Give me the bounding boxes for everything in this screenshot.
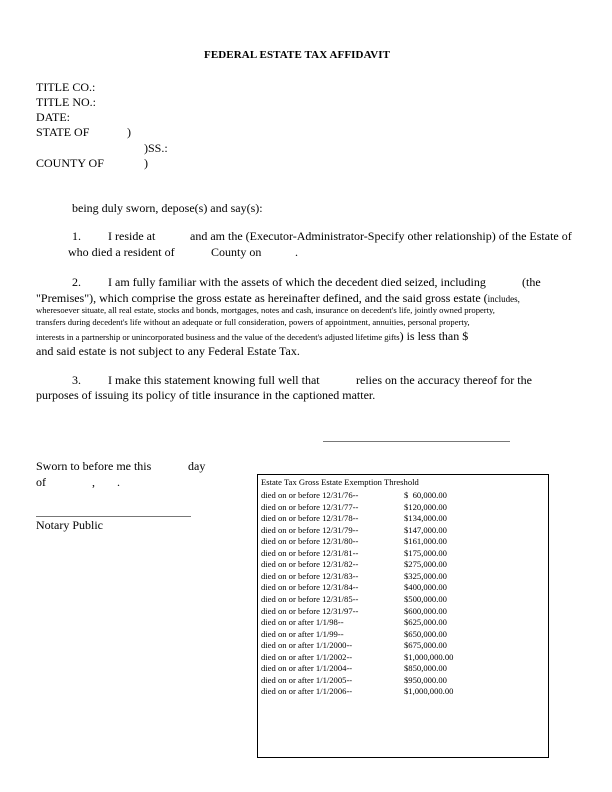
row-threshold-amount: $950,000.00	[404, 674, 447, 685]
table-row	[258, 582, 548, 594]
table-row	[258, 536, 548, 548]
table-row	[258, 559, 548, 571]
row-threshold-amount: $120,000.00	[404, 501, 447, 512]
row-threshold-amount: $850,000.00	[404, 663, 447, 674]
row-date-condition: died on or before 12/31/77--	[261, 501, 359, 512]
sworn-text-d: ,	[92, 475, 95, 489]
table-row	[258, 502, 548, 514]
table-row	[258, 513, 548, 525]
row-date-condition: died on or before 12/31/80--	[261, 536, 359, 547]
para1-text-c: who died a resident of	[68, 245, 175, 259]
row-date-condition: died on or before 12/31/81--	[261, 547, 359, 558]
table-row	[258, 606, 548, 618]
row-threshold-amount: $500,000.00	[404, 593, 447, 604]
table-row	[258, 571, 548, 583]
row-threshold-amount: $1,000,000.00	[404, 686, 454, 697]
para2-text-a: I am fully familiar with the assets of which the decedent died seized, including	[108, 275, 486, 289]
row-date-condition: died on or before 12/31/85--	[261, 593, 359, 604]
title-co-label: TITLE CO.:	[36, 80, 96, 94]
row-threshold-amount: $134,000.00	[404, 513, 447, 524]
row-threshold-amount: $625,000.00	[404, 617, 447, 628]
row-threshold-amount: $275,000.00	[404, 559, 447, 570]
intro-text: being duly sworn, depose(s) and say(s):	[72, 201, 263, 215]
para3-number: 3.	[72, 373, 81, 387]
para2-number: 2.	[72, 275, 81, 289]
para3-text-c: purposes of issuing its policy of title insurance in the captioned matter.	[36, 388, 376, 402]
row-date-condition: died on or after 1/1/98--	[261, 617, 344, 628]
table-row	[258, 663, 548, 675]
table-header: Estate Tax Gross Estate Exemption Threshold	[261, 477, 419, 487]
sworn-text-b: day	[188, 459, 206, 473]
table-row	[258, 548, 548, 560]
row-date-condition: died on or after 1/1/99--	[261, 628, 344, 639]
table-row	[258, 490, 548, 502]
row-date-condition: died on or before 12/31/79--	[261, 524, 359, 535]
table-row	[258, 629, 548, 641]
table-row	[258, 675, 548, 687]
row-threshold-amount: $ 60,000.00	[404, 490, 447, 500]
para2-text-b: (the	[522, 275, 541, 289]
row-date-condition: died on or before 12/31/78--	[261, 513, 359, 524]
row-date-condition: died on or before 12/31/82--	[261, 559, 359, 570]
title-no-label: TITLE NO.:	[36, 95, 96, 109]
table-row	[258, 594, 548, 606]
para3-text-a: I make this statement knowing full well that	[108, 373, 320, 387]
sworn-text-c: of	[36, 475, 46, 489]
para2-text-e: transfers during decedent's life without an adequate or full consideration, powers of appointment, annuities, personal property,	[36, 317, 470, 327]
row-threshold-amount: $650,000.00	[404, 628, 447, 639]
row-date-condition: died on or after 1/1/2004--	[261, 663, 353, 674]
sworn-text-e: .	[117, 475, 120, 489]
table-row	[258, 617, 548, 629]
row-threshold-amount: $147,000.00	[404, 524, 447, 535]
row-threshold-amount: $161,000.00	[404, 536, 447, 547]
county-paren: )	[144, 156, 148, 170]
notary-public-label: Notary Public	[36, 518, 103, 532]
para1-text-d: County on	[211, 245, 262, 259]
state-of-label: STATE OF	[36, 125, 90, 139]
row-threshold-amount: $1,000,000.00	[404, 651, 454, 662]
ss-label: )SS.:	[144, 141, 168, 155]
para1-text-e: .	[295, 245, 298, 259]
document-title: FEDERAL ESTATE TAX AFFIDAVIT	[204, 49, 391, 61]
para3-text-b: relies on the accuracy thereof for the	[356, 373, 532, 387]
affiant-signature-line	[323, 441, 510, 442]
row-threshold-amount: $325,000.00	[404, 570, 447, 581]
table-row	[258, 686, 548, 698]
table-row	[258, 640, 548, 652]
row-threshold-amount: $175,000.00	[404, 547, 447, 558]
row-date-condition: died on or before 12/31/83--	[261, 570, 359, 581]
para1-text-a: I reside at	[108, 229, 156, 243]
para1-text-b: and am the (Executor-Administrator-Specify other relationship) of the Estate of	[190, 229, 572, 243]
notary-signature-line	[36, 516, 191, 517]
row-threshold-amount: $675,000.00	[404, 640, 447, 651]
para2-text-g: ) is less than $	[399, 329, 469, 343]
para2-text-d: wheresoever situate, all real estate, stocks and bonds, mortgages, notes and cash, insurance on decedent's life, jointly owned property,	[36, 305, 495, 315]
row-date-condition: died on or before 12/31/97--	[261, 605, 359, 616]
table-row	[258, 652, 548, 664]
para2-text-f: interests in a partnership or unincorporated business and the value of the decedent's adjusted lifetime gifts	[36, 332, 400, 342]
para2-text-c-small: includes,	[487, 294, 520, 304]
row-date-condition: died on or after 1/1/2000--	[261, 640, 353, 651]
row-date-condition: died on or before 12/31/84--	[261, 582, 359, 593]
para2-text-c: "Premises"), which comprise the gross estate as hereinafter defined, and the said gross estate (	[36, 291, 488, 305]
para2-text-h: and said estate is not subject to any Federal Estate Tax.	[36, 344, 300, 358]
row-date-condition: died on or after 1/1/2005--	[261, 674, 353, 685]
state-paren: )	[127, 125, 131, 139]
exemption-threshold-table	[257, 474, 549, 758]
date-label: DATE:	[36, 110, 70, 124]
row-date-condition: died on or before 12/31/76--	[261, 490, 359, 500]
table-row	[258, 525, 548, 537]
county-of-label: COUNTY OF	[36, 156, 104, 170]
row-threshold-amount: $400,000.00	[404, 582, 447, 593]
row-date-condition: died on or after 1/1/2002--	[261, 651, 353, 662]
para1-number: 1.	[72, 229, 81, 243]
row-date-condition: died on or after 1/1/2006--	[261, 686, 353, 697]
row-threshold-amount: $600,000.00	[404, 605, 447, 616]
sworn-text-a: Sworn to before me this	[36, 459, 152, 473]
